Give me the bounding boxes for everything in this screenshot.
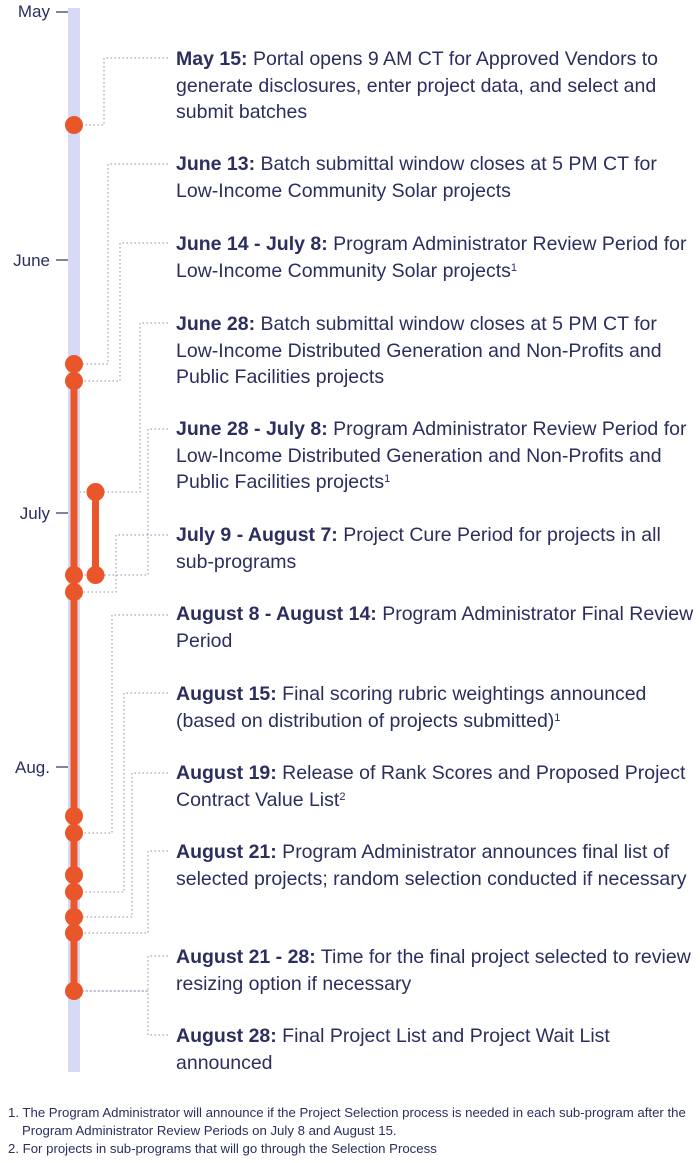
footnote-ref: 1 [554, 711, 561, 724]
event-aug-8-aug-14 [176, 601, 696, 654]
event-date: June 13: [176, 153, 256, 175]
month-label-may: May [17, 2, 50, 21]
marker-dot [65, 583, 83, 601]
event-aug-15 [176, 681, 696, 734]
connector-line [80, 615, 168, 833]
event-text: Program Administrator Review Period for Low-Income Distributed Generation and Non-Profits and Public Facilities projects [176, 418, 687, 493]
marker-dot [65, 566, 83, 584]
event-date: June 28 - July 8: [176, 418, 328, 440]
event-date: August 19: [176, 762, 277, 784]
event-date: August 21 - 28: [176, 946, 316, 968]
marker-dot [65, 355, 83, 373]
month-label-july: July [19, 504, 50, 523]
event-text: Program Administrator Review Period for Low-Income Community Solar projects [176, 233, 687, 282]
marker-dot [65, 982, 83, 1000]
connector-line [80, 956, 168, 991]
marker-dot [87, 483, 105, 501]
footnote-ref: 1 [384, 473, 391, 485]
event-date: May 15: [176, 48, 248, 70]
connector-line [80, 323, 168, 492]
event-aug-21 [176, 839, 696, 892]
event-june-14-july-8 [176, 231, 696, 284]
event-date: August 8 - August 14: [176, 603, 377, 625]
event-text: Batch submittal window closes at 5 PM CT for Low-Income Community Solar projects [176, 153, 657, 202]
event-text: Final scoring rubric weightings announced (based on distribution of projects submitted) [176, 683, 647, 732]
connector-line [80, 693, 168, 892]
event-date: August 21: [176, 841, 277, 863]
connector-line [80, 851, 168, 933]
event-date: July 9 - August 7: [176, 524, 338, 546]
event-date: August 28: [176, 1025, 277, 1047]
event-june-28 [176, 311, 696, 391]
event-date: June 28: [176, 313, 256, 335]
marker-dot [65, 883, 83, 901]
event-text: Program Administrator Final Review Period [176, 603, 694, 652]
event-july-9-aug-7 [176, 522, 696, 575]
review-period-bar [92, 492, 99, 575]
marker-dot [65, 866, 83, 884]
marker-dot [65, 807, 83, 825]
connector-line [80, 243, 168, 381]
connector-line [80, 991, 168, 1035]
event-text: Program Administrator announces final list of selected projects; random selection conducted if necessary [176, 841, 687, 890]
event-june-13 [176, 151, 696, 204]
event-date: August 15: [176, 683, 277, 705]
event-text: Batch submittal window closes at 5 PM CT for Low-Income Distributed Generation and Non-Profits and Public Facilities projects [176, 313, 662, 388]
event-june-28-july-8 [176, 416, 696, 496]
event-date: June 14 - July 8: [176, 233, 328, 255]
event-aug-19 [176, 760, 696, 813]
footnote-1: 1. The Program Administrator will announce if the Project Selection process is needed in each sub-program after the Program Administrator Review Periods on July 8 and August 15. [8, 1105, 686, 1138]
marker-dot [65, 924, 83, 942]
event-text: Portal opens 9 AM CT for Approved Vendors to generate disclosures, enter project data, and select and submit batches [176, 48, 659, 123]
marker-dot [65, 372, 83, 390]
marker-dot [65, 908, 83, 926]
connector-line [80, 58, 168, 125]
month-label-aug: Aug. [15, 758, 50, 777]
marker-dot [65, 116, 83, 134]
footnotes [8, 1104, 698, 1158]
footnote-ref: 2 [339, 790, 346, 803]
footnote-ref: 1 [510, 261, 517, 274]
marker-dot [65, 824, 83, 842]
event-text: Final Project List and Project Wait List announced [176, 1025, 610, 1074]
event-aug-21-28 [176, 944, 696, 997]
connector-line [80, 164, 168, 364]
event-text: Time for the final project selected to review resizing option if necessary [176, 946, 691, 995]
footnote-2: 2. For projects in sub-programs that will go through the Selection Process [8, 1141, 437, 1156]
event-text: Project Cure Period for projects in all sub-programs [176, 524, 661, 573]
event-aug-28 [176, 1023, 696, 1076]
month-label-june: June [13, 251, 50, 270]
event-may-15 [176, 46, 696, 126]
marker-dot [87, 566, 105, 584]
event-text: Release of Rank Scores and Proposed Project Contract Value List [176, 762, 686, 811]
